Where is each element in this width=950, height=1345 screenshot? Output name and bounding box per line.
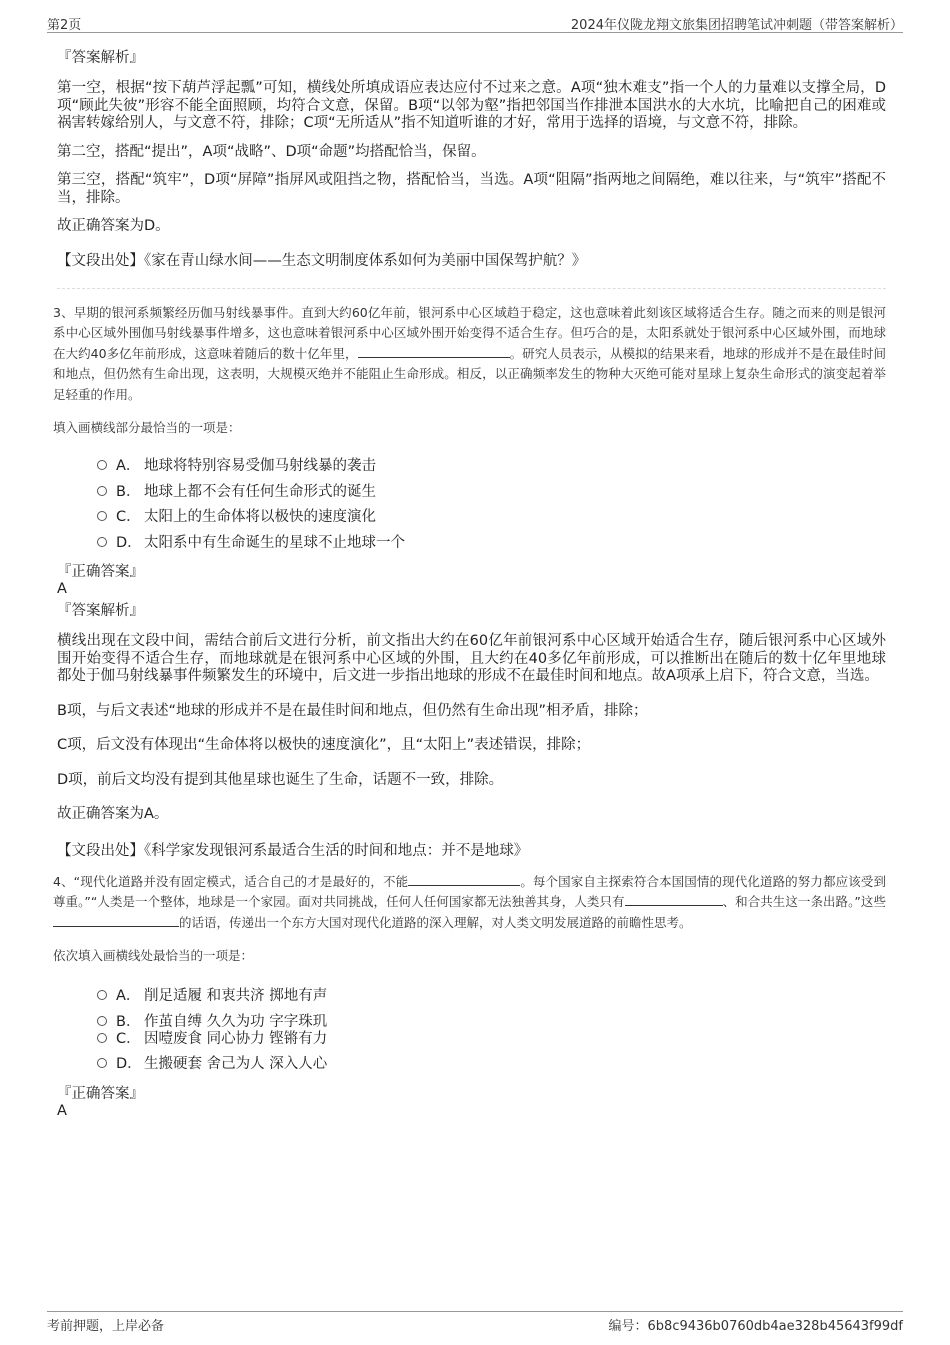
question-4-prompt: 依次填入画横线处最恰当的一项是： [53, 948, 254, 963]
question-4-options [97, 984, 886, 1078]
radio-icon[interactable] [97, 460, 107, 470]
radio-icon[interactable] [97, 537, 107, 547]
question-3-prompt: 填入画横线部分最恰当的一项是： [53, 420, 241, 435]
option-c[interactable]: C． 因噎废食 同心协力 铿锵有力 [97, 1027, 886, 1053]
correct-answer: A [57, 1102, 67, 1119]
page-content [53, 38, 886, 1119]
fill-blank [408, 873, 520, 886]
option-a[interactable]: A． 削足适履 和衷共济 掷地有声 [97, 984, 886, 1010]
option-b[interactable]: B． 地球上都不会有任何生命形式的诞生 [97, 480, 886, 506]
radio-icon[interactable] [97, 1033, 107, 1043]
page-footer [47, 1311, 903, 1335]
document-title: 2024年仪陇龙翔文旅集团招聘笔试冲刺题（带答案解析） [570, 18, 903, 33]
correct-answer-label: 『正确答案』 [57, 1085, 144, 1102]
correct-answer: A [57, 581, 67, 597]
option-d[interactable]: D． 生搬硬套 舍己为人 深入人心 [97, 1052, 886, 1078]
radio-icon[interactable] [97, 486, 107, 496]
analysis-paragraph: 故正确答案为D。 [57, 218, 170, 234]
radio-icon[interactable] [97, 990, 107, 1000]
analysis-paragraph: 第三空，搭配“筑牢”，D项“屏障”指屏风或阻挡之物，搭配恰当，当选。A项“阻隔”指两地之间隔绝，难以往来，与“筑牢”搭配不当，排除。 [57, 172, 886, 206]
fill-blank [625, 893, 723, 906]
fill-blank [358, 345, 510, 358]
question-3-options [97, 454, 886, 556]
option-b[interactable]: B． 作茧自缚 久久为功 字字珠玑 [97, 1010, 886, 1027]
page-number: 第2页 [47, 18, 82, 33]
source-citation: 【文段出处】《科学家发现银河系最适合生活的时间和地点：并不是地球》 [57, 842, 529, 859]
option-c[interactable]: C． 太阳上的生命体将以极快的速度演化 [97, 505, 886, 531]
analysis-paragraph: C项，后文没有体现出“生命体将以极快的速度演化”，且“太阳上”表述错误，排除； [57, 737, 591, 753]
analysis-label: 『答案解析』 [57, 603, 144, 619]
correct-answer-label: 『正确答案』 [57, 564, 144, 580]
document-id: 编号：6b8c9436b0760db4ae328b45643f99df [608, 1319, 903, 1334]
footer-slogan: 考前押题，上岸必备 [47, 1319, 165, 1334]
option-a[interactable]: A． 地球将特别容易受伽马射线暴的袭击 [97, 454, 886, 480]
analysis-paragraph: 故正确答案为A。 [57, 806, 169, 822]
page-header [47, 14, 903, 33]
analysis-paragraph: 第二空，搭配“提出”，A项“战略”、D项“命题”均搭配恰当，保留。 [57, 143, 486, 160]
fill-blank [53, 914, 179, 927]
analysis-paragraph: D项，前后文均没有提到其他星球也诞生了生命，话题不一致，排除。 [57, 771, 504, 788]
radio-icon[interactable] [97, 1058, 107, 1068]
source-citation: 【文段出处】《家在青山绿水间——生态文明制度体系如何为美丽中国保驾护航？》 [57, 252, 587, 269]
analysis-paragraph: 横线出现在文段中间，需结合前后文进行分析，前文指出大约在60亿年前银河系中心区域开始适合生存，随后银河系中心区域外围开始变得不适合生存，而地球就是在银河系中心区域的外围，且大约在40多亿年前形成，可以推断出在随后的数十亿年里地球都处于伽马射线暴事件频繁发生的环境中，后文进一步指出地球的形成不在最佳时间和地点。故A项承上启下，符合文意，当选。 [57, 633, 886, 684]
question-3-text: 3、早期的银河系频繁经历伽马射线暴事件。直到大约60亿年前，银河系中心区域趋于稳定，这也意味着此刻该区域将适合生存。随之而来的则是银河系中心区域外围伽马射线暴事件增多，这也意味着银河系中心区域外围开始变得不适合生存。但巧合的是，太阳系就处于银河系中心区域外围，而地球在大约40多亿年前形成，这意味着随后的数十亿年里， 。研究人员表示，从模拟的结果来看，地球的形成并不是在最佳时间和地点，但仍然有生命出现，这表明，大规模灭绝并不能阻止生命形成。相反，以正确频率发生的物种大灭绝可能对星球上复杂生命形式的演变起着举足轻重的作用。 [53, 304, 886, 402]
analysis-paragraph: B项，与后文表述“地球的形成并不是在最佳时间和地点，但仍然有生命出现”相矛盾，排除； [57, 702, 648, 719]
radio-icon[interactable] [97, 1016, 107, 1026]
analysis-label: 『答案解析』 [57, 50, 144, 66]
question-4-text: 4、“现代化道路并没有固定模式，适合自己的才是最好的，不能 。每个国家自主探索符合本国国情的现代化道路的努力都应该受到尊重。”“人类是一个整体，地球是一个家园。面对共同挑战，任何人任何国家都无法独善其身，人类只有 、和合共生这一条出路。”这些的话语，传递出一个东方大国对现代化道路的深入理解，对人类文明发展道路的前瞻性思考。 [53, 873, 886, 930]
radio-icon[interactable] [97, 511, 107, 521]
section-divider [57, 288, 886, 289]
analysis-paragraph: 第一空，根据“按下葫芦浮起瓢”可知，横线处所填成语应表达应付不过来之意。A项“独木难支”指一个人的力量难以支撑全局，D项“顾此失彼”形容不能全面照顾，均符合文意，保留。B项“以邻为壑”指把邻国当作排泄本国洪水的大水坑，比喻把自己的困难或祸害转嫁给别人，与文意不符，排除；C项“无所适从”指不知道听谁的才好，常用于选择的语境，与文意不符，排除。 [57, 80, 886, 131]
option-d[interactable]: D． 太阳系中有生命诞生的星球不止地球一个 [97, 531, 886, 557]
